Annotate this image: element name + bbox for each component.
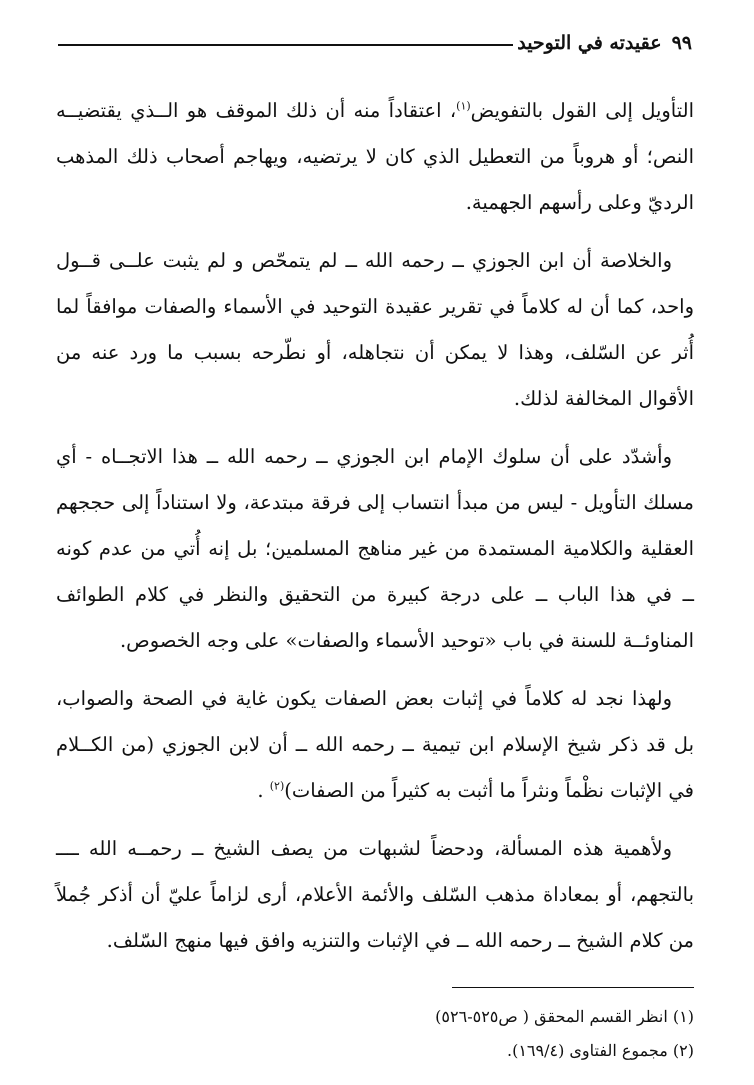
footnote-1: (١) انظر القسم المحقق ( ص٥٢٥-٥٢٦) xyxy=(435,1007,694,1026)
body-text xyxy=(56,88,694,976)
paragraph-5 xyxy=(56,826,694,964)
footnote-2: (٢) مجموع الفتاوى (١٦٩/٤). xyxy=(506,1041,694,1060)
footnotes xyxy=(60,1000,694,1068)
paragraph-4 xyxy=(56,676,694,814)
running-title: عقيدته في التوحيد xyxy=(517,32,662,54)
paragraph-3 xyxy=(56,434,694,664)
paragraph-1 xyxy=(56,88,694,226)
paragraph-text: ولأهمية هذه المسألة، ودحضاً لشبهات من يصف الشيخ ــ رحمــه الله ــــ بالتجهم، أو بمعاداة مذهب السّلف والأئمة الأعلام، أرى لزاماً عليّ أن أذكر جُملاً من كلام الشيخ ــ رحمه الله ــ في الإثبات والتنزيه وافق فيها منهج السّلف. xyxy=(56,837,694,952)
page-number: ٩٩ xyxy=(671,32,692,54)
paragraph-text: التأويل إلى القول بالتفويض xyxy=(470,99,694,122)
footnote-separator xyxy=(452,987,694,988)
footnote-marker-2: (٢) xyxy=(269,779,285,793)
paragraph-text: والخلاصة أن ابن الجوزي ــ رحمه الله ــ لم يتمحّص و لم يثبت علــى قــول واحد، كما أن له كلاماً في تقرير عقيدة التوحيد في الأسماء والصفات موافقاً لما أُثر عن السّلف، وهذا لا يمكن أن نتجاهله، أو نطّرحه بسبب ما ورد عنه من الأقوال المخالفة لذلك. xyxy=(56,249,694,410)
paragraph-text: ، اعتقاداً منه أن ذلك الموقف هو الــذي يقتضيــه النص؛ أو هروباً من التعطيل الذي كان لا يرتضيه، ويهاجم أصحاب ذلك المذهب الرديّ وعلى رأسهم الجهمية. xyxy=(56,99,694,214)
paragraph-text: . xyxy=(257,779,270,802)
header-rule xyxy=(58,44,513,46)
footnote-marker-1: (١) xyxy=(456,99,471,113)
running-header xyxy=(58,26,692,60)
paragraph-2 xyxy=(56,238,694,422)
paragraph-text: وأشدّد على أن سلوك الإمام ابن الجوزي ــ رحمه الله ــ هذا الاتجــاه - أي مسلك التأويل - ليس من مبدأ انتساب إلى فرقة مبتدعة، ولا استناداً إلى حججهم العقلية والكلامية المستمدة من غير مناهج المسلمين؛ بل إنه أُتي من عدم كونه ــ في هذا الباب ــ على درجة كبيرة من التحقيق والنظر في كلام الطوائف المناوئــة للسنة في باب «توحيد الأسماء والصفات» على وجه الخصوص. xyxy=(56,445,694,652)
paragraph-text: ولهذا نجد له كلاماً في إثبات بعض الصفات يكون غاية في الصحة والصواب، بل قد ذكر شيخ الإسلام ابن تيمية ــ رحمه الله ــ أن لابن الجوزي (من الكــلام في الإثبات نظْماً ونثراً ما أثبت به كثيراً من الصفات) xyxy=(56,687,694,802)
